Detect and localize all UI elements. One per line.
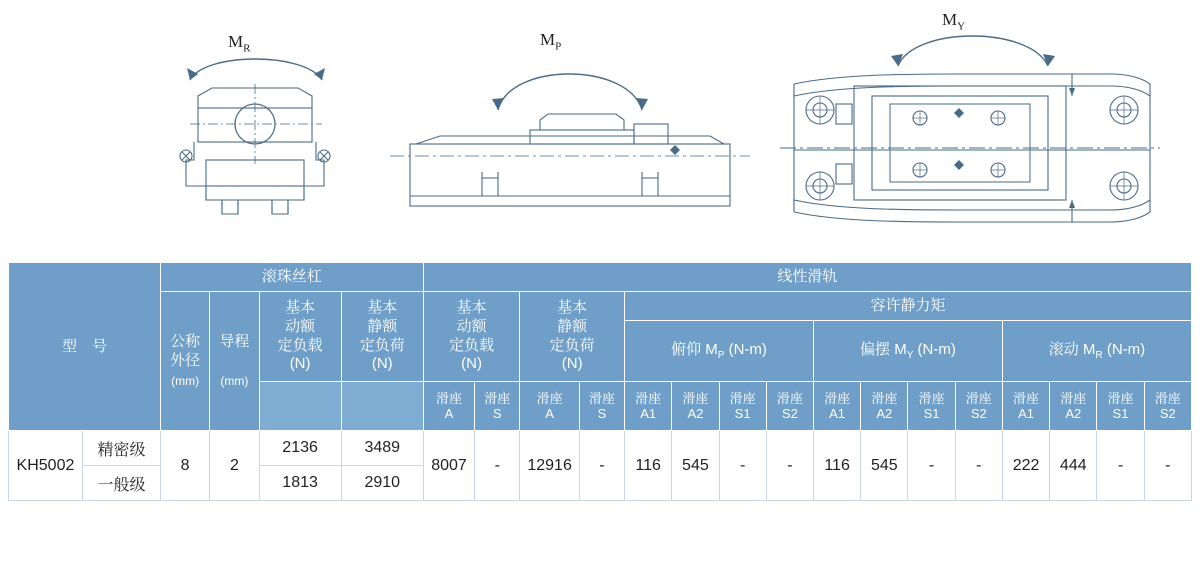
header-pitch-a2: 滑座 A2: [672, 382, 719, 431]
header-model: 型 号: [9, 263, 161, 431]
header-rail-static-carriage-a: 滑座 A: [520, 382, 580, 431]
header-roll-a1: 滑座 A1: [1002, 382, 1049, 431]
header-bs-dynamic: 基本 动额 定负载 (N): [259, 292, 341, 382]
header-yaw-a1: 滑座 A1: [813, 382, 860, 431]
cell-roll-a1: 222: [1002, 431, 1049, 501]
nominal-diameter-line1: 公称: [170, 332, 201, 350]
header-bs-static: 基本 静额 定负荷 (N): [341, 292, 423, 382]
cell-roll-s1: -: [1097, 431, 1144, 501]
cell-bs-dynamic-precision: 2136: [259, 431, 341, 466]
header-roll-s2: 滑座 S2: [1144, 382, 1191, 431]
lead-label: 导程: [219, 332, 250, 350]
header-rail-dynamic-carriage-a: 滑座 A: [423, 382, 474, 431]
header-yaw-s2: 滑座 S2: [955, 382, 1002, 431]
cell-rail-static-s: -: [579, 431, 624, 501]
roll-moment-diagram: [150, 0, 380, 258]
header-bs-static-blank: [341, 382, 423, 431]
header-roll-s1: 滑座 S1: [1097, 382, 1144, 431]
cell-pitch-s1: -: [719, 431, 766, 501]
cell-yaw-a2: 545: [861, 431, 908, 501]
header-rail-dynamic-carriage-s: 滑座 S: [475, 382, 520, 431]
roll-moment-label: $M_R$: [228, 32, 251, 55]
yaw-diagram-svg: [780, 0, 1160, 258]
cell-yaw-a1: 116: [813, 431, 860, 501]
nominal-diameter-unit: (mm): [171, 373, 200, 388]
cell-bs-static-precision: 3489: [341, 431, 423, 466]
cell-bs-static-standard: 2910: [341, 466, 423, 501]
cell-model: KH5002: [9, 431, 83, 501]
header-nominal-diameter: [160, 292, 209, 431]
cell-bs-dynamic-standard: 1813: [259, 466, 341, 501]
specification-table: [8, 262, 1192, 501]
cell-nominal-diameter: 8: [160, 431, 209, 501]
cell-pitch-a2: 545: [672, 431, 719, 501]
header-lead: [210, 292, 259, 431]
pitch-diagram-svg: [380, 0, 760, 258]
header-pitch-s1: 滑座 S1: [719, 382, 766, 431]
header-pitch-s2: 滑座 S2: [766, 382, 813, 431]
header-roll-a2: 滑座 A2: [1050, 382, 1097, 431]
header-bs-dynamic-blank: [259, 382, 341, 431]
header-rail-static-carriage-s: 滑座 S: [579, 382, 624, 431]
cell-yaw-s1: -: [908, 431, 955, 501]
header-pitch-moment: 俯仰 $M_P$ (N-m): [625, 321, 814, 382]
diagram-panel: [0, 0, 1200, 258]
lead-unit: (mm): [220, 373, 249, 388]
cell-grade-precision: 精密级: [82, 431, 160, 466]
cell-roll-s2: -: [1144, 431, 1191, 501]
pitch-moment-label: $M_P$: [540, 30, 562, 53]
header-pitch-a1: 滑座 A1: [625, 382, 672, 431]
header-static-moment: 容许静力矩: [625, 292, 1192, 321]
header-roll-moment: 滚动 $M_R$ (N-m): [1002, 321, 1191, 382]
cell-lead: 2: [210, 431, 259, 501]
cell-grade-standard: 一般级: [82, 466, 160, 501]
roll-diagram-svg: [150, 0, 380, 258]
cell-rail-static-a: 12916: [520, 431, 580, 501]
pitch-moment-diagram: [380, 0, 760, 258]
nominal-diameter-line2: 外径: [170, 352, 201, 370]
header-yaw-s1: 滑座 S1: [908, 382, 955, 431]
header-rail-dynamic: 基本 动额 定负载 (N): [423, 292, 520, 382]
cell-rail-dynamic-a: 8007: [423, 431, 474, 501]
header-ballscrew-group: 滚珠丝杠: [160, 263, 423, 292]
cell-pitch-s2: -: [766, 431, 813, 501]
table-row: [9, 431, 1192, 466]
header-yaw-a2: 滑座 A2: [861, 382, 908, 431]
cell-roll-a2: 444: [1050, 431, 1097, 501]
cell-yaw-s2: -: [955, 431, 1002, 501]
yaw-moment-label: $M_Y$: [942, 10, 966, 33]
cell-rail-dynamic-s: -: [475, 431, 520, 501]
header-rail-group: 线性滑轨: [423, 263, 1191, 292]
header-yaw-moment: 偏摆 $M_Y$ (N-m): [813, 321, 1002, 382]
cell-pitch-a1: 116: [625, 431, 672, 501]
yaw-moment-diagram: [780, 0, 1160, 258]
header-rail-static: 基本 静额 定负荷 (N): [520, 292, 625, 382]
